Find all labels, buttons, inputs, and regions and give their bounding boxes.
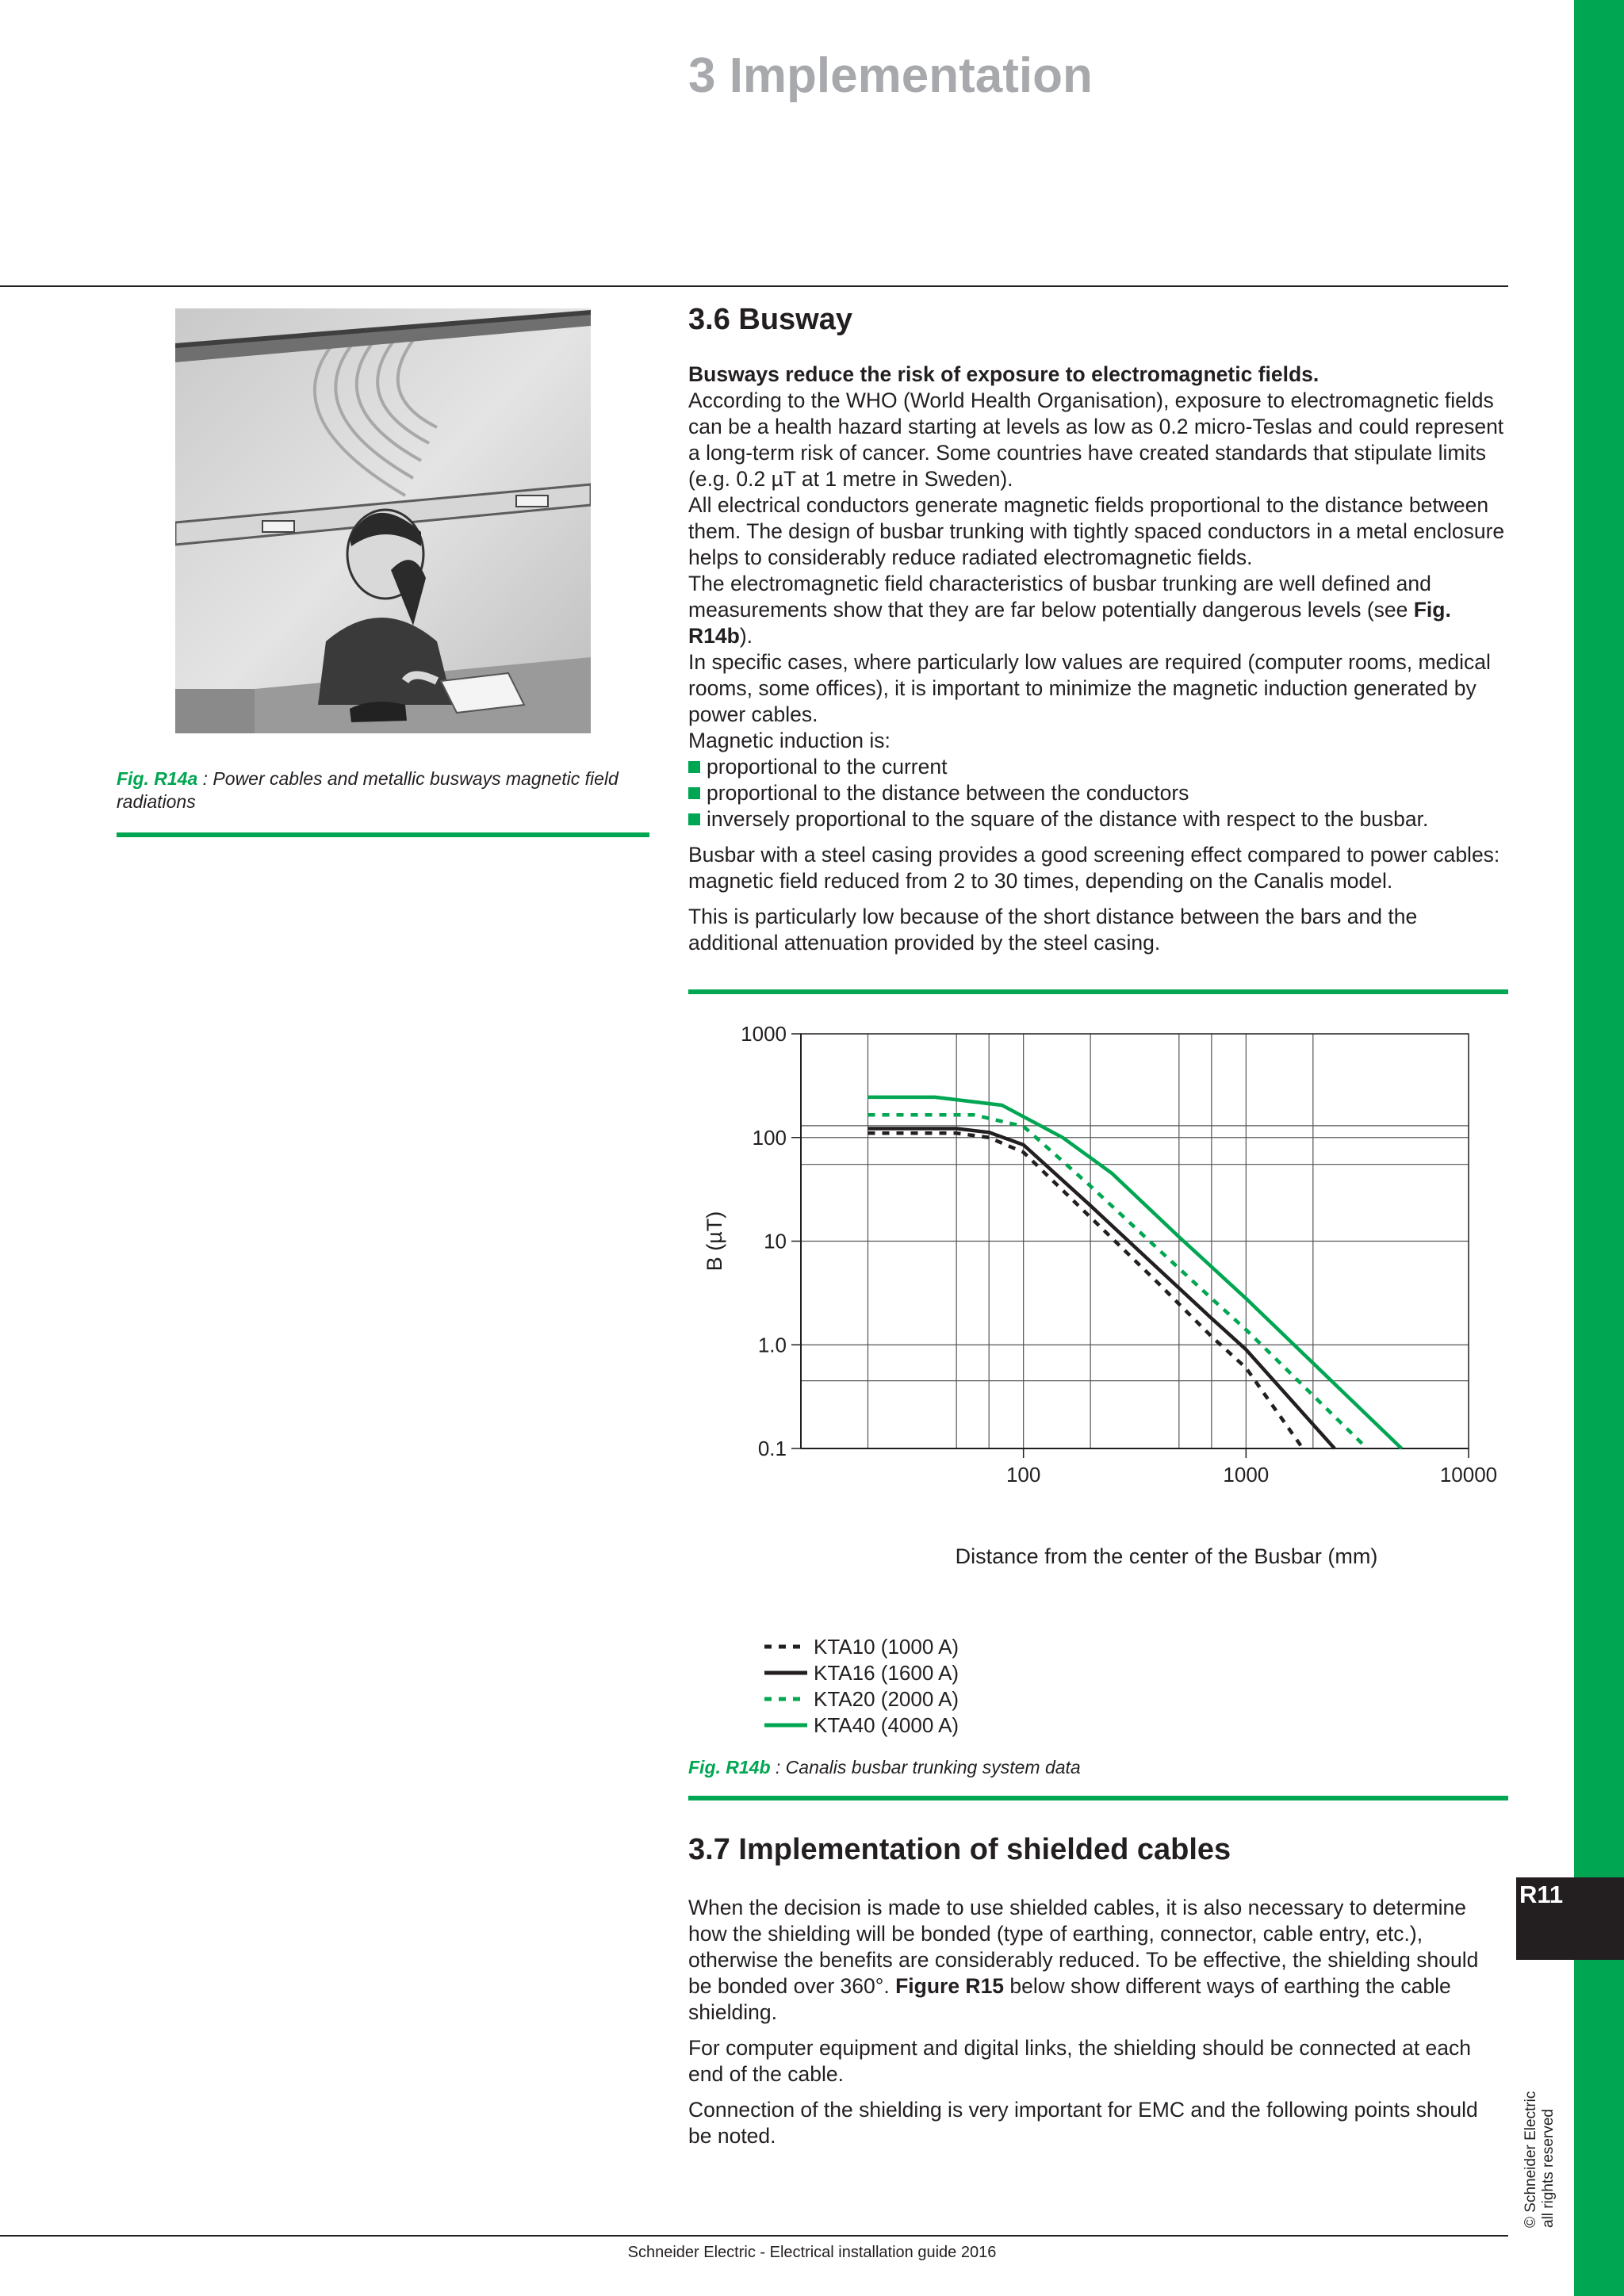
text-run: below show different ways of earthing the cable shielding. [688, 1974, 1451, 2024]
bullet-text: proportional to the distance between the conductors [707, 781, 1189, 805]
section-37-title: 3.7 Implementation of shielded cables [688, 1833, 1231, 1866]
fig-r14a-text: : Power cables and metallic busways magnetic field radiations [117, 768, 619, 812]
y-tick-label: 1.0 [757, 1333, 787, 1357]
fig-r14b-chart [688, 1015, 1513, 1744]
copyright-line-1: © Schneider Electric [1522, 2091, 1539, 2228]
section-36-body [688, 362, 1507, 956]
chart-legend [764, 1635, 959, 1737]
section-36-title: 3.6 Busway [688, 303, 852, 336]
series-line-3 [868, 1115, 1368, 1448]
section-36-paragraph: Busbar with a steel casing provides a good screening effect compared to power cables: magnetic field reduced from 2 to 30 times, depending on the Canalis model. [688, 843, 1500, 893]
y-tick-label: 1000 [741, 1022, 787, 1046]
bullet-item [688, 780, 1507, 806]
text-run: ). [739, 624, 753, 648]
square-bullet-icon [688, 813, 700, 825]
section-36-paragraph: In specific cases, where particularly low values are required (computer rooms, medical rooms, some offices), it is important to minimize the magnetic induction generated by power cables. [688, 650, 1491, 726]
legend-label: KTA10 (1000 A) [814, 1635, 959, 1659]
figure-r15-reference: Figure R15 [895, 1974, 1005, 1998]
fig-r14a-rule [117, 832, 649, 837]
section-37-body [688, 1895, 1507, 2149]
section-36-paragraph: According to the WHO (World Health Organisation), exposure to electromagnetic fields can be a health hazard starting at levels as low as 0.2 micro-Teslas and could represent a long-term risk of cancer. Some countries have created standards that stipulate limits (e.g. 0.2 µT at 1 metre in Sweden). [688, 388, 1504, 491]
fig-r14b-label: Fig. R14b [688, 1757, 771, 1777]
section-36-paragraph: This is particularly low because of the short distance between the bars and the additional attenuation provided by the steel casing. [688, 905, 1418, 955]
x-axis-label: Distance from the center of the Busbar (mm) [955, 1544, 1378, 1568]
y-tick-label: 10 [764, 1229, 787, 1253]
chapter-title: 3 Implementation [688, 48, 1093, 103]
square-bullet-icon [688, 787, 700, 799]
fig-r14a-label: Fig. R14a [117, 768, 198, 789]
fig-r14a-caption [117, 767, 649, 813]
bullet-item [688, 754, 1507, 780]
copyright-line-2: all rights reserved [1540, 2109, 1557, 2228]
fig-r14b-top-rule [688, 989, 1508, 994]
x-tick-label: 1000 [1223, 1463, 1270, 1487]
legend-label: KTA16 (1600 A) [814, 1661, 959, 1685]
text-run: The electromagnetic field characteristics of busbar trunking are well defined and measurements show that they are far below potentially dangerous levels (see [688, 572, 1431, 622]
copyright-notice [1522, 2077, 1557, 2228]
fig-r14b-text: : Canalis busbar trunking system data [770, 1757, 1081, 1777]
series-line-4 [868, 1097, 1402, 1448]
y-axis-label: B (µT) [703, 1211, 726, 1272]
bullet-text: proportional to the current [707, 755, 948, 779]
section-37-paragraph: For computer equipment and digital links, the shielding should be connected at each end of the cable. [688, 2036, 1472, 2086]
x-tick-label: 10000 [1439, 1463, 1498, 1487]
text-run: When the decision is made to use shielded cables, it is also necessary to determine how the shielding will be bonded (type of earthing, connector, cable entry, etc.), otherwise the benefits are considerably reduced. To be effective, the shielding should be bonded over 360°. [688, 1896, 1479, 1998]
section-36-paragraph: All electrical conductors generate magnetic fields proportional to the distance between them. The design of busbar trunking with tightly spaced conductors in a metal enclosure helps to considerably reduce radiated electromagnetic fields. [688, 493, 1505, 569]
bullet-text: inversely proportional to the square of the distance with respect to the busbar. [707, 807, 1429, 831]
series-line-2 [868, 1129, 1335, 1449]
y-tick-label: 0.1 [757, 1437, 787, 1460]
section-36-paragraph [688, 571, 1507, 649]
y-tick-label: 100 [752, 1125, 787, 1150]
legend-label: KTA20 (2000 A) [814, 1687, 959, 1711]
section-37-paragraph: Connection of the shielding is very important for EMC and the following points should be noted. [688, 2098, 1478, 2148]
legend-label: KTA40 (4000 A) [814, 1713, 959, 1737]
square-bullet-icon [688, 761, 700, 773]
fig-r14b-caption [688, 1756, 1505, 1779]
fig-r14b-bottom-rule [688, 1796, 1508, 1800]
busway-illustration [175, 308, 591, 733]
x-tick-label: 100 [1005, 1463, 1041, 1487]
fig-r14b-reference: Fig. R14b [688, 598, 1451, 648]
page-number-tab [1516, 1877, 1624, 1960]
header-rule [0, 285, 1508, 287]
section-36-paragraph: Magnetic induction is: [688, 729, 891, 752]
page-number: R11 [1519, 1881, 1564, 1908]
bullet-item [688, 806, 1507, 832]
section-36-lead: Busways reduce the risk of exposure to electromagnetic fields. [688, 362, 1320, 386]
footer-rule [0, 2235, 1508, 2237]
page-footer: Schneider Electric - Electrical installation guide 2016 [627, 2244, 997, 2261]
section-37-paragraph [688, 1895, 1507, 2026]
